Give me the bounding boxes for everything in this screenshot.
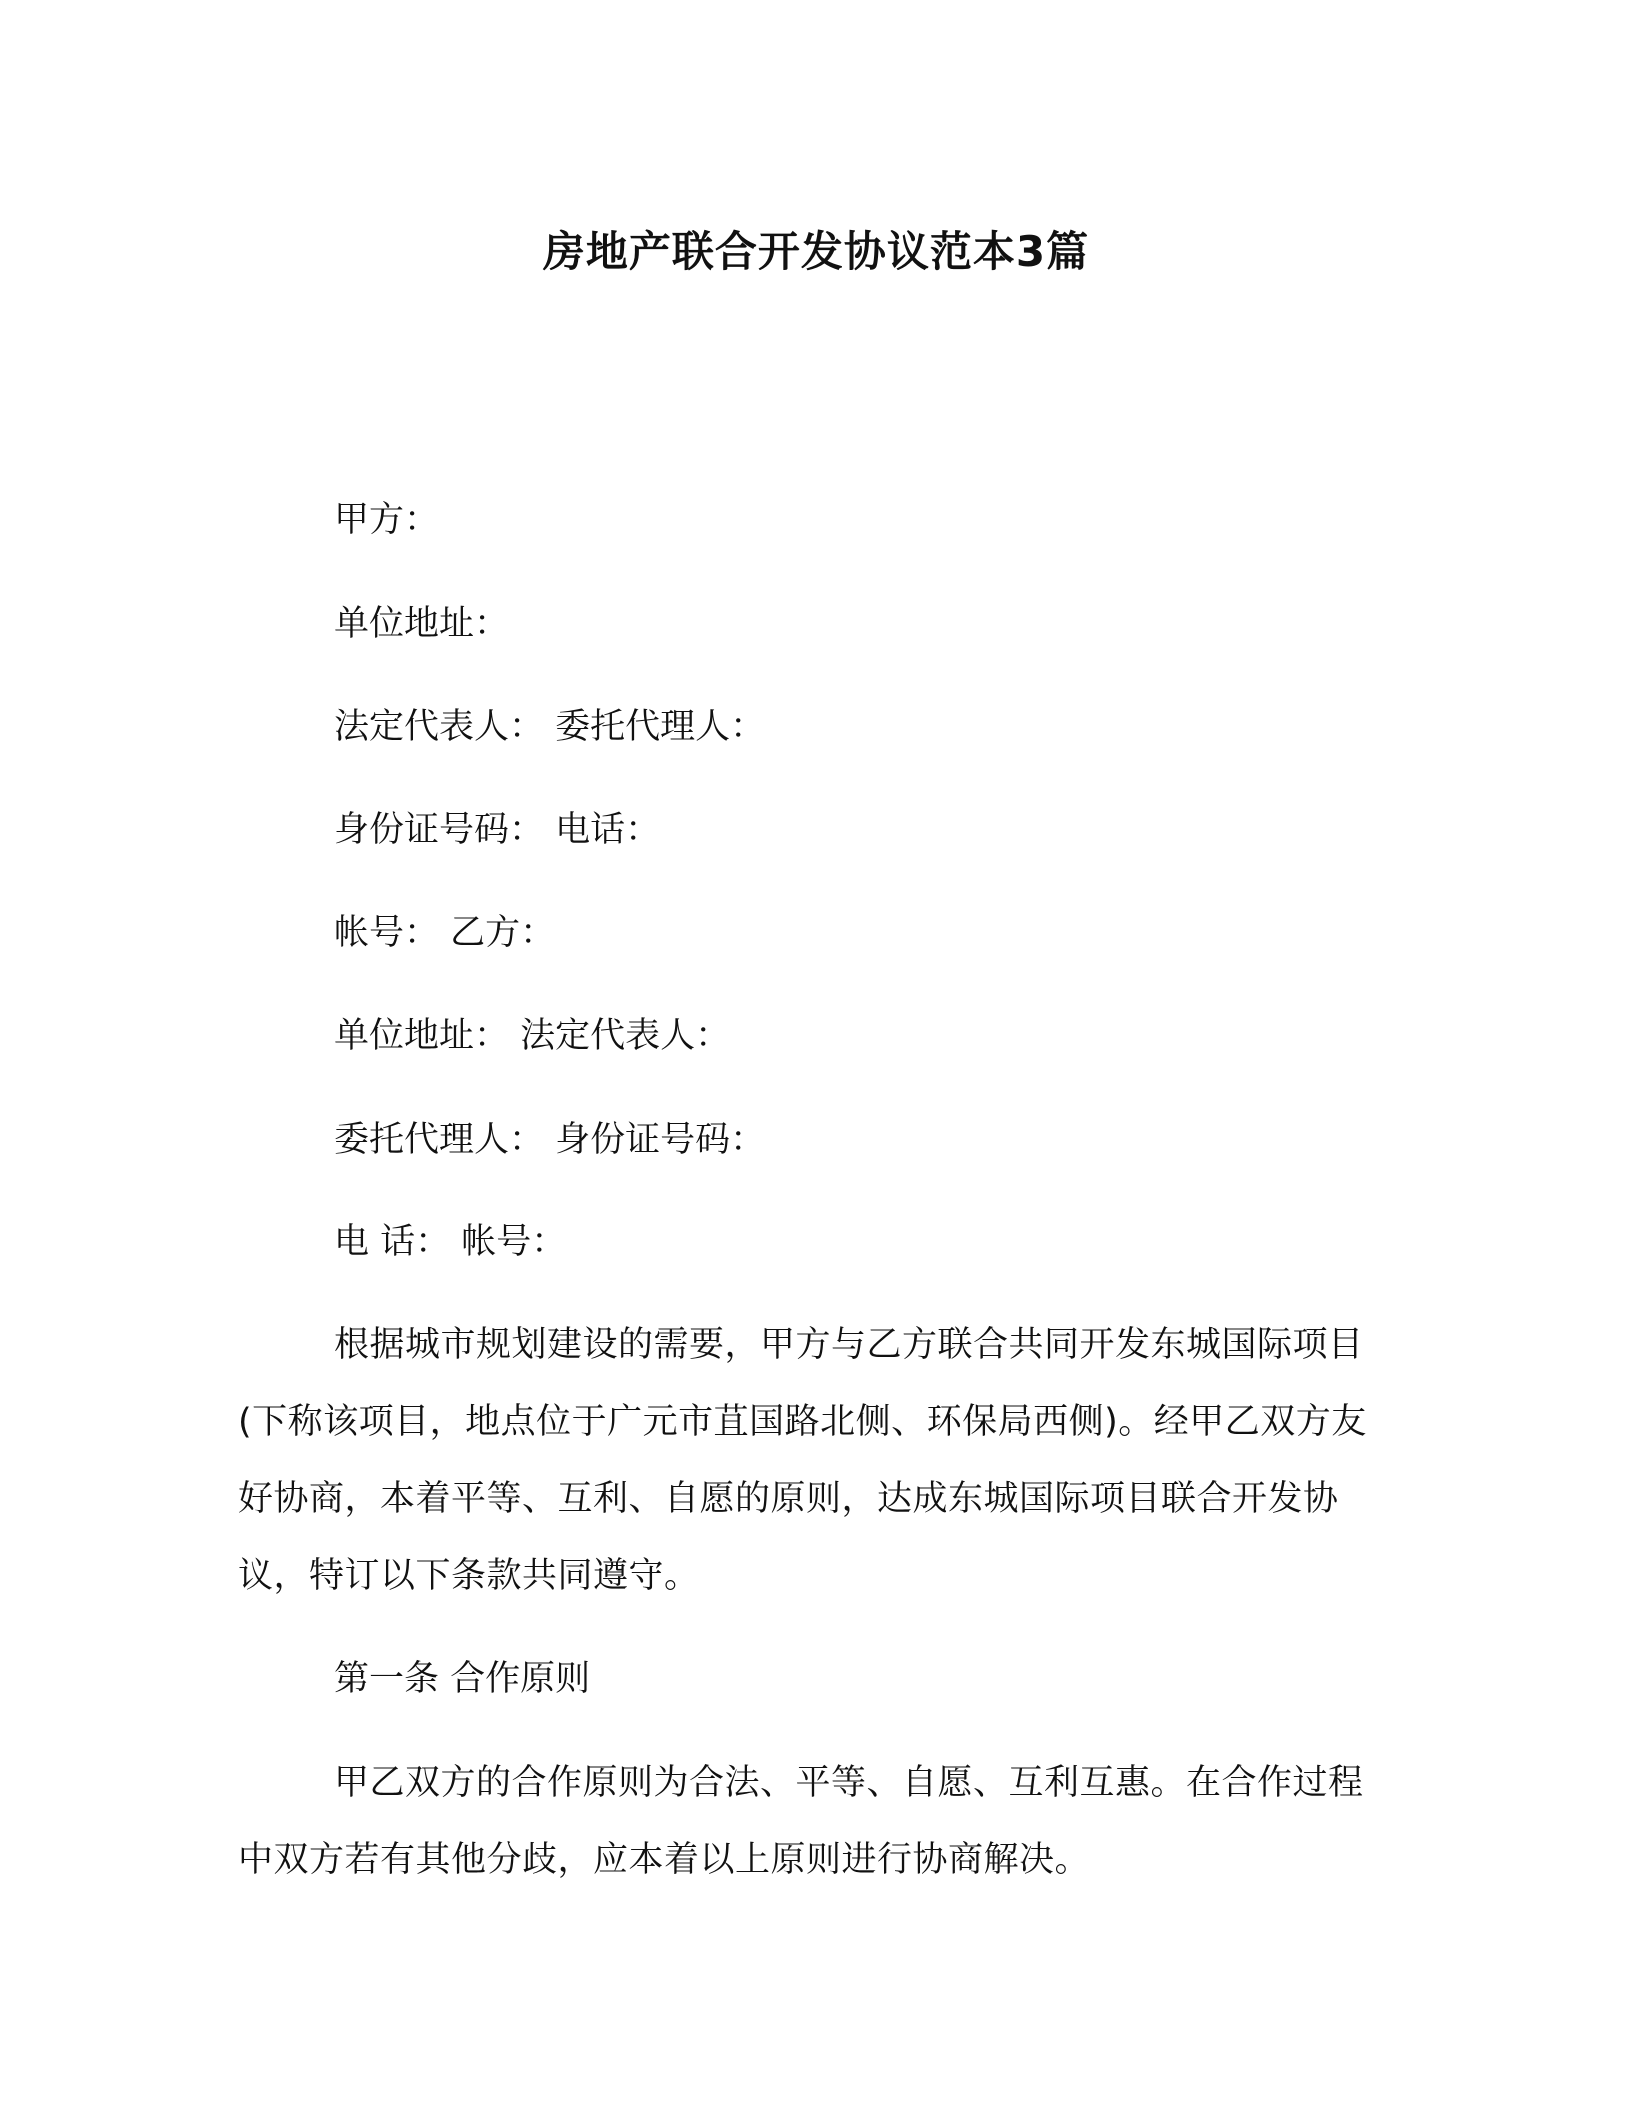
party-b-agent-id-label: 委托代理人： 身份证号码：: [334, 1120, 766, 1160]
intro-paragraph: 根据城市规划建设的需要，甲方与乙方联合共同开发东城国际项目(下称该项目，地点位于广元市苴国路北侧、环保局西侧)。经甲乙双方友好协商，本着平等、互利、自愿的原则，达成东城国际项目联合开发协议，特订以下条款共同遵守。: [238, 1325, 1367, 1596]
party-b-address-representative-label: 单位地址： 法定代表人：: [334, 1016, 731, 1056]
document-title: 房地产联合开发协议范本3篇: [542, 227, 1090, 276]
article-1-heading: 第一条 合作原则: [334, 1659, 591, 1699]
article-1-body: 甲乙双方的合作原则为合法、平等、自愿、互利互惠。在合作过程中双方若有其他分歧，应本着以上原则进行协商解决。: [238, 1763, 1364, 1880]
party-a-address-label: 单位地址：: [334, 604, 510, 644]
party-a-id-phone-label: 身份证号码： 电话：: [334, 810, 661, 850]
party-a-label: 甲方：: [334, 500, 440, 540]
party-a-representative-label: 法定代表人： 委托代理人：: [334, 707, 766, 747]
party-b-phone-account-label: 电 话： 帐号：: [334, 1222, 567, 1262]
account-party-b-label: 帐号： 乙方：: [334, 913, 556, 953]
